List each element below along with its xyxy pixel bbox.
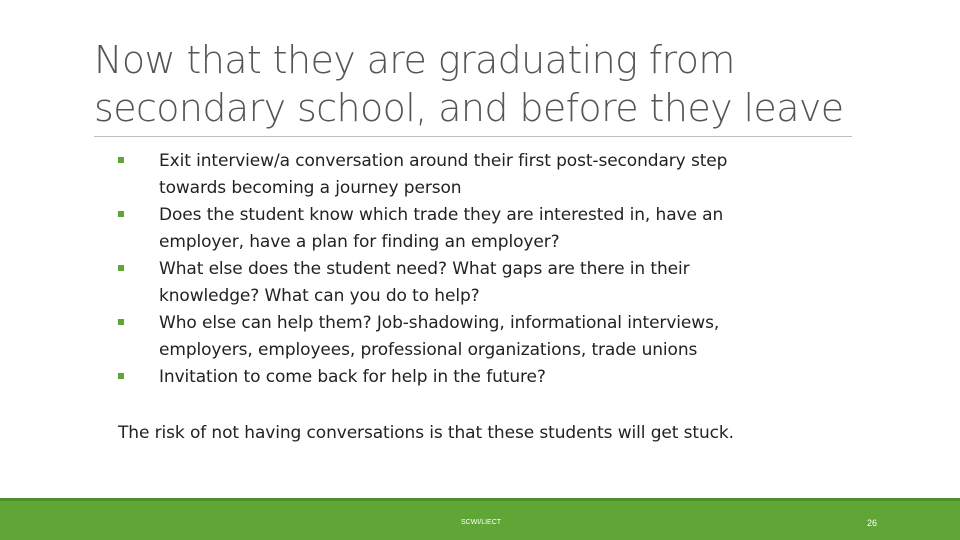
footer-bar-edge: [0, 498, 960, 501]
slide-title-line-1: Now that they are graduating from: [94, 38, 735, 82]
slide-title: [94, 36, 894, 132]
footer-label: [0, 519, 960, 526]
bullet-item: [118, 256, 838, 310]
page-number: 26: [866, 518, 877, 528]
footer-label-text: SCWI/LIECT: [460, 519, 502, 526]
bullet-item: [118, 310, 838, 364]
green-square-bullet-icon: [118, 157, 124, 163]
bullet-text-line: Invitation to come back for help in the future?: [159, 367, 546, 387]
title-divider: [94, 136, 852, 137]
bullet-item: [118, 202, 838, 256]
bullet-text-line: Does the student know which trade they are interested in, have an: [159, 205, 724, 225]
bullet-item: [118, 148, 838, 202]
bullet-text-line: knowledge? What can you do to help?: [159, 286, 480, 306]
bullet-text-line: employers, employees, professional organizations, trade unions: [159, 340, 698, 360]
bullet-text-line: Exit interview/a conversation around their first post-secondary step: [159, 151, 728, 171]
closing-statement: The risk of not having conversations is that these students will get stuck.: [118, 423, 734, 443]
bullet-list: [118, 148, 838, 391]
bullet-text-line: Who else can help them? Job-shadowing, informational interviews,: [159, 313, 720, 333]
green-square-bullet-icon: [118, 373, 124, 379]
bullet-text-line: towards becoming a journey person: [159, 178, 462, 198]
green-square-bullet-icon: [118, 211, 124, 217]
green-square-bullet-icon: [118, 319, 124, 325]
bullet-item: [118, 364, 838, 391]
slide-title-line-2: secondary school, and before they leave: [94, 86, 844, 130]
green-square-bullet-icon: [118, 265, 124, 271]
bullet-text-line: What else does the student need? What gaps are there in their: [159, 259, 690, 279]
bullet-text-line: employer, have a plan for finding an employer?: [159, 232, 560, 252]
